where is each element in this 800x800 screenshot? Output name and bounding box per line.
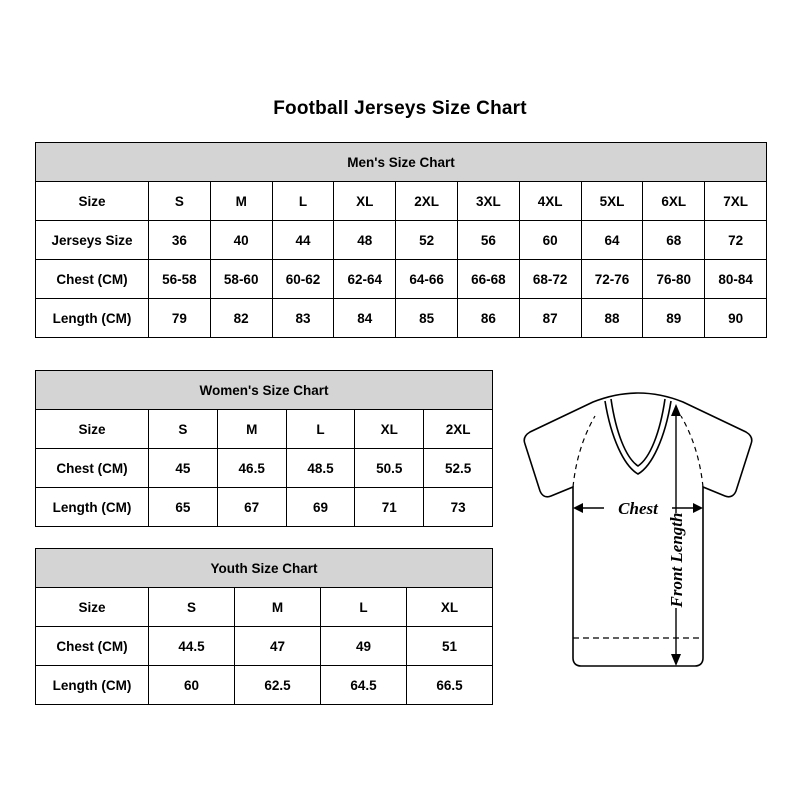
table-cell: 48.5 (286, 449, 355, 488)
table-cell: 40 (210, 221, 272, 260)
table-cell: 64-66 (396, 260, 458, 299)
front-length-label: Front Length (667, 512, 686, 608)
table-cell: 52 (396, 221, 458, 260)
youth-size-table (35, 548, 493, 705)
table-cell: 83 (272, 299, 334, 338)
table-cell: 2XL (424, 410, 493, 449)
table-row (36, 627, 493, 666)
table-cell: S (149, 182, 211, 221)
table-cell: 50.5 (355, 449, 424, 488)
tshirt-measurement-diagram (498, 388, 778, 688)
table-cell: 60-62 (272, 260, 334, 299)
table-cell: 45 (149, 449, 218, 488)
table-cell: 69 (286, 488, 355, 527)
table-cell: 71 (355, 488, 424, 527)
table-cell: 3XL (457, 182, 519, 221)
table-cell: 51 (407, 627, 493, 666)
table-cell: L (321, 588, 407, 627)
table-cell: M (210, 182, 272, 221)
table-cell: 49 (321, 627, 407, 666)
row-label: Length (CM) (36, 299, 149, 338)
table-cell: 66-68 (457, 260, 519, 299)
row-label: Length (CM) (36, 666, 149, 705)
table-cell: 46.5 (217, 449, 286, 488)
row-label: Size (36, 588, 149, 627)
table-cell: XL (334, 182, 396, 221)
table-cell: 47 (235, 627, 321, 666)
table-cell: 68 (643, 221, 705, 260)
table-cell: 67 (217, 488, 286, 527)
table-cell: 68-72 (519, 260, 581, 299)
table-header-row (36, 143, 767, 182)
table-cell: M (235, 588, 321, 627)
table-cell: 84 (334, 299, 396, 338)
table-cell: XL (407, 588, 493, 627)
table-cell: 7XL (705, 182, 767, 221)
mens-size-chart-section (35, 142, 766, 338)
table-row (36, 182, 767, 221)
row-label: Size (36, 410, 149, 449)
table-cell: 65 (149, 488, 218, 527)
table-cell: 4XL (519, 182, 581, 221)
womens-size-table (35, 370, 493, 527)
table-cell: XL (355, 410, 424, 449)
womens-size-chart-section (35, 370, 492, 527)
row-label: Jerseys Size (36, 221, 149, 260)
table-cell: 5XL (581, 182, 643, 221)
table-cell: S (149, 410, 218, 449)
table-cell: L (272, 182, 334, 221)
table-cell: 87 (519, 299, 581, 338)
table-cell: M (217, 410, 286, 449)
page-title: Football Jerseys Size Chart (273, 98, 527, 119)
table-cell: 80-84 (705, 260, 767, 299)
table-row (36, 299, 767, 338)
mens-table-header: Men's Size Chart (36, 143, 767, 182)
row-label: Chest (CM) (36, 449, 149, 488)
table-cell: 62.5 (235, 666, 321, 705)
table-cell: 86 (457, 299, 519, 338)
table-cell: 60 (519, 221, 581, 260)
table-cell: 82 (210, 299, 272, 338)
table-cell: 79 (149, 299, 211, 338)
table-row (36, 260, 767, 299)
table-cell: 58-60 (210, 260, 272, 299)
row-label: Chest (CM) (36, 627, 149, 666)
table-cell: 56-58 (149, 260, 211, 299)
table-cell: 44.5 (149, 627, 235, 666)
table-cell: 6XL (643, 182, 705, 221)
row-label: Chest (CM) (36, 260, 149, 299)
table-cell: 73 (424, 488, 493, 527)
youth-table-header: Youth Size Chart (36, 549, 493, 588)
womens-table-header: Women's Size Chart (36, 371, 493, 410)
table-cell: L (286, 410, 355, 449)
table-row (36, 588, 493, 627)
chest-label: Chest (618, 499, 658, 518)
sleeve-seam-lines (573, 416, 703, 487)
table-row (36, 410, 493, 449)
table-cell: 60 (149, 666, 235, 705)
table-row (36, 488, 493, 527)
table-row (36, 449, 493, 488)
table-cell: 85 (396, 299, 458, 338)
table-cell: 2XL (396, 182, 458, 221)
table-cell: 62-64 (334, 260, 396, 299)
table-cell: S (149, 588, 235, 627)
table-cell: 89 (643, 299, 705, 338)
row-label: Length (CM) (36, 488, 149, 527)
youth-size-chart-section (35, 548, 492, 705)
table-header-row (36, 549, 493, 588)
table-row (36, 666, 493, 705)
mens-size-table (35, 142, 767, 338)
table-cell: 64.5 (321, 666, 407, 705)
table-cell: 88 (581, 299, 643, 338)
table-cell: 56 (457, 221, 519, 260)
table-row (36, 221, 767, 260)
table-cell: 72 (705, 221, 767, 260)
table-header-row (36, 371, 493, 410)
table-cell: 90 (705, 299, 767, 338)
row-label: Size (36, 182, 149, 221)
table-cell: 52.5 (424, 449, 493, 488)
table-cell: 48 (334, 221, 396, 260)
table-cell: 72-76 (581, 260, 643, 299)
table-cell: 36 (149, 221, 211, 260)
table-cell: 64 (581, 221, 643, 260)
tshirt-outline-icon (524, 393, 752, 666)
table-cell: 66.5 (407, 666, 493, 705)
table-cell: 76-80 (643, 260, 705, 299)
table-cell: 44 (272, 221, 334, 260)
